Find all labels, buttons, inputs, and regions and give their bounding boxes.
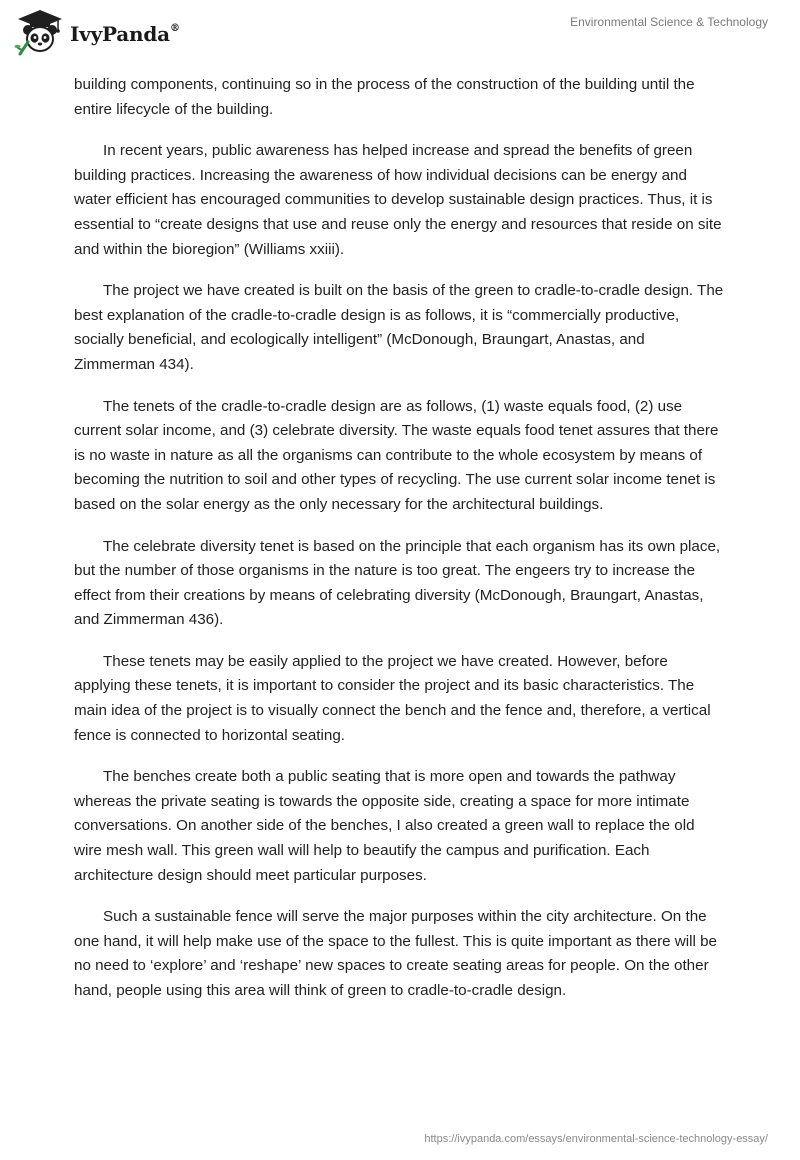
paragraph: The project we have created is built on the basis of the green to cradle-to-cradle design. The best explanation of the cradle-to-cradle design is as follows, it is “commercially productive, socially beneficial, and ecologically intelligent” (McDonough, Braungart, Anastas, and Zimmerman 434). [74, 282, 724, 373]
paragraph: These tenets may be easily applied to the project we have created. However, before applying these tenets, it is important to consider the project and its basic characteristics. The main idea of the project is to visually connect the bench and the fence and, therefore, a vertical fence is connected to horizontal seating. [74, 652, 711, 744]
site-logo[interactable] [14, 8, 180, 56]
brand-registered-mark: ® [169, 23, 180, 35]
paragraph: The benches create both a public seating that is more open and towards the pathway whereas the private seating is towards the opposite side, creating a space for more intimate conversations. On another side of the benches, I also created a green wall to replace the old wire mesh wall. This green wall will help to beautify the campus and purification. Each architecture design should meet particular purposes. [74, 768, 695, 884]
essay-body [74, 73, 726, 1021]
page-header [0, 0, 800, 64]
paragraph: building components, continuing so in the process of the construction of the building until the entire lifecycle of the building. [74, 76, 695, 118]
panda-graduate-icon [14, 8, 66, 56]
brand-name-text: IvyPanda [70, 22, 170, 46]
source-url[interactable]: https://ivypanda.com/essays/environmental-science-technology-essay/ [424, 1133, 768, 1145]
paragraph: Such a sustainable fence will serve the major purposes within the city architecture. On the one hand, it will help make use of the space to the fullest. This is quite important as there will be no need to ‘explore’ and ‘reshape’ new spaces to create seating areas for people. On the other hand, people using this area will think of green to cradle-to-cradle design. [74, 908, 718, 999]
category-label: Environmental Science & Technology [570, 15, 768, 29]
brand-name [70, 22, 180, 46]
paragraph: The tenets of the cradle-to-cradle design are as follows, (1) waste equals food, (2) use current solar income, and (3) celebrate diversity. The waste equals food tenet assures that there is no waste in nature as all the organisms can contribute to the whole ecosystem by means of becoming the nutrition to soil and other types of recycling. The use current solar income tenet is based on the solar energy as the only necessary for the architectural buildings. [74, 397, 719, 513]
paragraph: In recent years, public awareness has helped increase and spread the benefits of green building practices. Increasing the awareness of how individual decisions can be energy and water efficient has encouraged communities to develop sustainable design practices. Thus, it is essential to “create designs that use and reuse only the energy and resources that reside on site and within the bioregion” (Williams xxiii). [74, 142, 722, 258]
paragraph: The celebrate diversity tenet is based on the principle that each organism has its own place, but the number of those organisms in the nature is too great. The engeers try to increase the effect from their creations by means of celebrating diversity (McDonough, Braungart, Anastas, and Zimmerman 436). [74, 537, 721, 629]
